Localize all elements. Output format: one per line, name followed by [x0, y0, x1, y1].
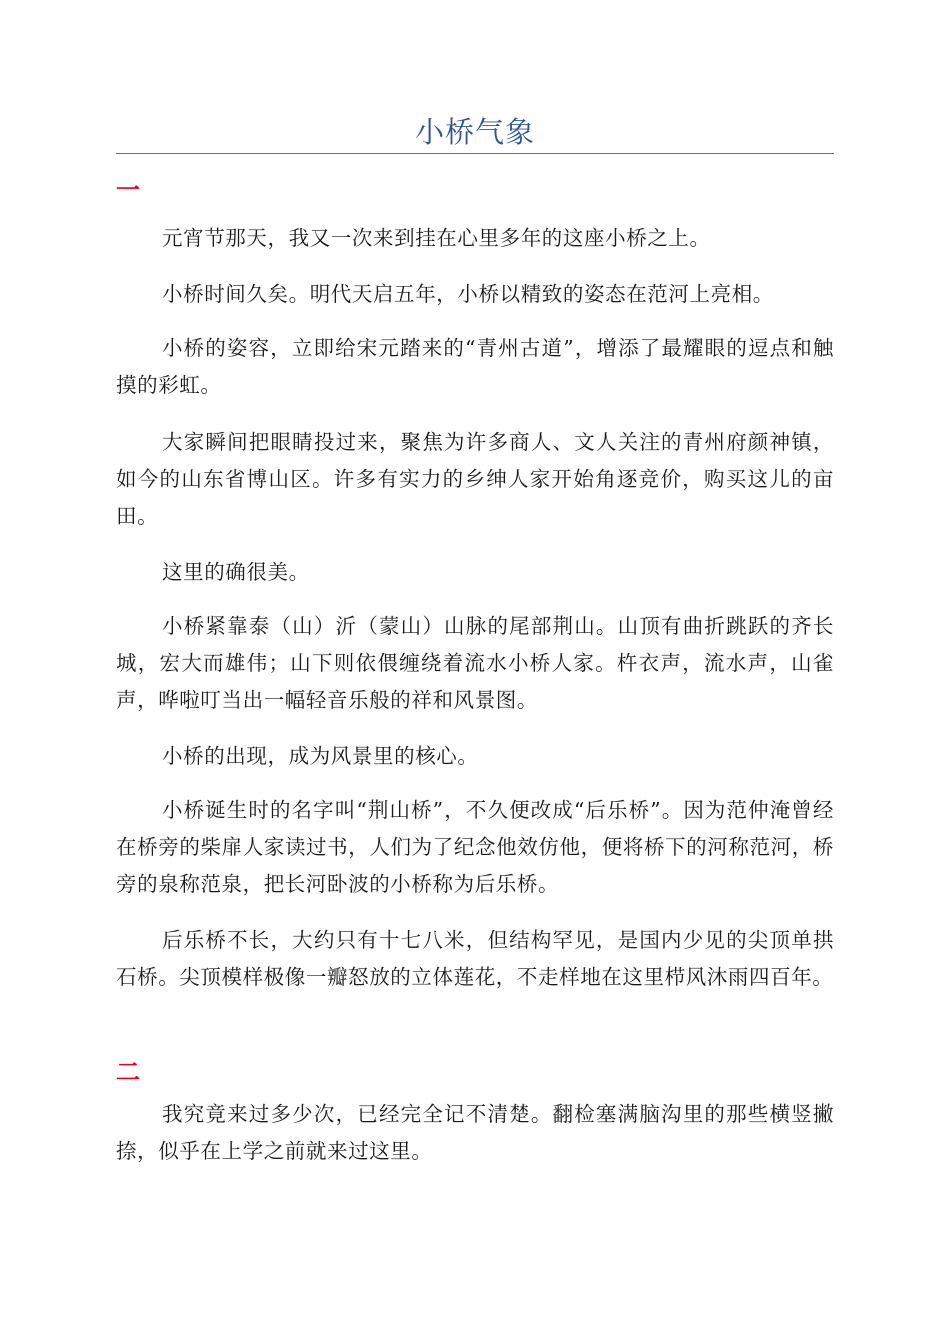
paragraph: 后乐桥不长，大约只有十七八米，但结构罕见，是国内少见的尖顶单拱石桥。尖顶模样极像一瓣怒放的立体莲花，不走样地在这里栉风沐雨四百年。	[116, 928, 834, 989]
paragraph: 我究竟来过多少次，已经完全记不清楚。翻检塞满脑沟里的那些横竖撇捺，似乎在上学之前就来过这里。	[116, 1102, 834, 1163]
paragraph: 元宵节那天，我又一次来到挂在心里多年的这座小桥之上。	[162, 226, 711, 250]
section-number-1: 一	[116, 175, 140, 204]
paragraph: 这里的确很美。	[162, 560, 310, 584]
paragraph: 小桥紧靠泰（山）沂（蒙山）山脉的尾部荆山。山顶有曲折跳跃的齐长城，宏大而雄伟；山下则依偎缠绕着流水小桥人家。杵衣声，流水声，山雀声，哗啦叮当出一幅轻音乐般的祥和风景图。	[116, 614, 834, 712]
title-underline	[116, 153, 834, 154]
paragraph: 小桥的出现，成为风景里的核心。	[162, 744, 479, 768]
section-number-2: 二	[116, 1057, 140, 1086]
paragraph: 小桥的姿容，立即给宋元踏来的“青州古道”，增添了最耀眼的逗点和触摸的彩虹。	[116, 336, 834, 397]
paragraph: 大家瞬间把眼睛投过来，聚焦为许多商人、文人关注的青州府颜神镇，如今的山东省博山区。许多有实力的乡绅人家开始角逐竞价，购买这儿的亩田。	[116, 430, 834, 528]
page-title: 小桥气象	[414, 115, 535, 149]
paragraph: 小桥时间久矣。明代天启五年，小桥以精致的姿态在范河上亮相。	[162, 282, 774, 306]
paragraph: 小桥诞生时的名字叫“荆山桥”，不久便改成“后乐桥”。因为范仲淹曾经在桥旁的柴扉人家读过书，人们为了纪念他效仿他，便将桥下的河称范河，桥旁的泉称范泉，把长河卧波的小桥称为后乐桥。	[116, 798, 834, 896]
